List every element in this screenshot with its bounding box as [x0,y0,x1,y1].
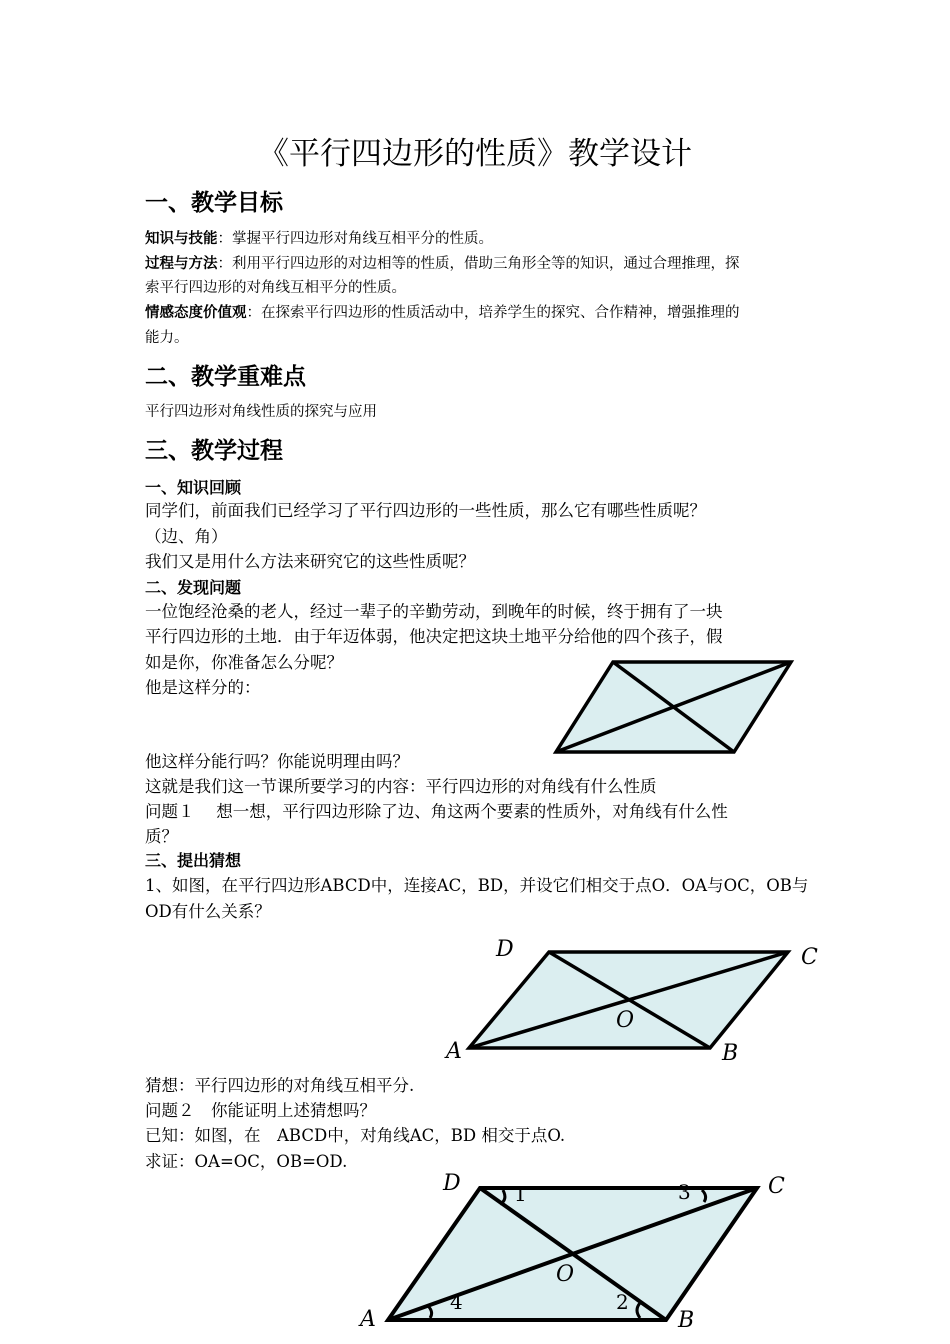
heading-conjecture: 三、提出猜想 [145,851,242,870]
goal-emotion-text: ：在探索平行四边形的性质活动中，培养学生的探究、合作精神，增强推理的 [246,305,740,321]
conjecture-statement: 猜想：平行四边形的对角线互相平分. [145,1076,415,1095]
heading-teaching-goals: 一、教学目标 [145,190,283,216]
heading-review: 一、知识回顾 [145,478,242,497]
discover-line-2: 平行四边形的土地．由于年迈体弱，他决定把这块土地平分给他的四个孩子，假 [145,627,723,646]
angle-label-3: 3 [678,1180,691,1204]
discover-line-6: 这就是我们这一节课所要学习的内容：平行四边形的对角线有什么性质 [145,777,657,796]
discover-line-5: 他这样分能行吗？你能说明理由吗？ [145,752,409,771]
vertex-label-b: B [722,1041,739,1066]
discover-line-8: 质？ [145,827,178,846]
goal-knowledge-text: ：掌握平行四边形对角线互相平分的性质。 [217,231,493,247]
heading-key-points: 二、教学重难点 [145,364,306,390]
prove-statement: 求证：OA=OC，OB=OD. [145,1152,348,1171]
page-title: 《平行四边形的性质》教学设计 [258,136,692,172]
question-2: 问题２ 你能证明上述猜想吗？ [145,1101,376,1120]
vertex-label-a: A [446,1039,462,1064]
angle-label-4: 4 [450,1290,463,1314]
vertex-label-b: B [678,1308,695,1333]
center-label-o: O [616,1008,635,1033]
heading-teaching-process: 三、教学过程 [145,438,283,464]
goal-process-text: ：利用平行四边形的对边相等的性质，借助三角形全等的知识，通过合理推理，探 [217,256,740,272]
conjecture-line-1: 1、如图，在平行四边形ABCD中，连接AC，BD，并设它们相交于点O．OA与OC，OB与 [145,876,809,895]
goal-emotion-label: 情感态度价值观 [145,305,247,321]
discover-line-1: 一位饱经沧桑的老人，经过一辈子的辛勤劳动，到晚年的时候，终于拥有了一块 [145,602,723,621]
vertex-label-d: D [443,1171,461,1196]
goal-process-label: 过程与方法 [145,256,218,272]
discover-line-3: 如是你，你准备怎么分呢？ [145,653,343,672]
key-points-text: 平行四边形对角线性质的探究与应用 [145,404,377,420]
review-line-2: （边、角） [145,527,228,546]
center-label-o: O [556,1262,575,1287]
discover-line-7: 问题１ 想一想，平行四边形除了边、角这两个要素的性质外，对角线有什么性 [145,802,728,821]
vertex-label-c: C [768,1174,785,1199]
goal-knowledge-label: 知识与技能 [145,231,218,247]
discover-line-4: 他是这样分的： [145,678,261,697]
vertex-label-a: A [360,1307,376,1332]
vertex-label-d: D [496,937,514,962]
review-line-1: 同学们，前面我们已经学习了平行四边形的一些性质，那么它有哪些性质呢？ [145,501,706,520]
vertex-label-c: C [801,945,818,970]
heading-discover: 二、发现问题 [145,578,242,597]
given-statement: 已知：如图，在 ABCD中，对角线AC，BD 相交于点O. [145,1126,566,1145]
goal-emotion-cont: 能力。 [145,330,189,346]
angle-label-1: 1 [514,1182,527,1206]
angle-label-2: 2 [616,1290,629,1314]
conjecture-line-2: OD有什么关系？ [145,902,271,921]
review-line-3: 我们又是用什么方法来研究它的这些性质呢？ [145,552,475,571]
goal-process-cont: 索平行四边形的对角线互相平分的性质。 [145,280,406,296]
